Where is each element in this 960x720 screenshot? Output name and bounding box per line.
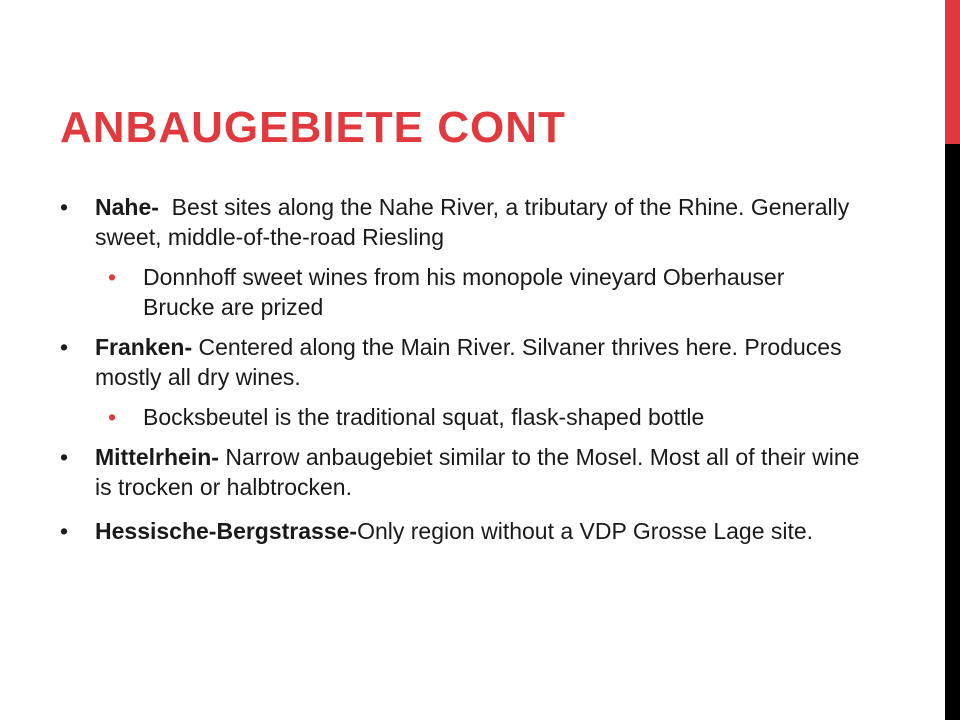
bullet-icon: • bbox=[60, 518, 69, 544]
bullet-text: Narrow anbaugebiet similar to the Mosel. Most all of their wine is trocken or halbtrocken. bbox=[95, 444, 866, 500]
bullet-text: Only region without a VDP Grosse Lage site. bbox=[357, 518, 814, 544]
side-bar-accent bbox=[945, 0, 960, 144]
bullet-term: Nahe- bbox=[95, 194, 159, 220]
bullet-text: Centered along the Main River. Silvaner thrives here. Produces mostly all dry wines. bbox=[95, 334, 848, 390]
bullet-item-nahe bbox=[60, 192, 860, 252]
bullet-icon: • bbox=[60, 334, 69, 360]
bullet-text: Best sites along the Nahe River, a tributary of the Rhine. Generally sweet, middle-of-the-road Riesling bbox=[95, 194, 856, 250]
sub-bullet-icon: • bbox=[108, 404, 117, 430]
side-bar bbox=[945, 0, 960, 720]
sub-bullet-item-donnhoff bbox=[108, 262, 860, 322]
side-bar-dark bbox=[945, 144, 960, 720]
bullet-term: Mittelrhein- bbox=[95, 444, 219, 470]
bullet-item-mittelrhein bbox=[60, 442, 866, 502]
sub-bullet-icon: • bbox=[108, 264, 117, 290]
bullet-icon: • bbox=[60, 444, 69, 470]
bullet-item-hessische-bergstrasse bbox=[60, 516, 860, 546]
sub-bullet-item-bocksbeutel bbox=[108, 402, 860, 432]
slide-title: ANBAUGEBIETE CONT bbox=[60, 103, 566, 152]
bullet-list bbox=[60, 192, 866, 560]
bullet-item-franken bbox=[60, 332, 860, 392]
bullet-term: Franken- bbox=[95, 334, 193, 360]
bullet-icon: • bbox=[60, 194, 69, 220]
sub-bullet-text: Donnhoff sweet wines from his monopole vineyard Oberhauser Brucke are prized bbox=[143, 264, 785, 320]
sub-bullet-text: Bocksbeutel is the traditional squat, flask-shaped bottle bbox=[143, 404, 705, 430]
bullet-term: Hessische-Bergstrasse- bbox=[95, 518, 358, 544]
